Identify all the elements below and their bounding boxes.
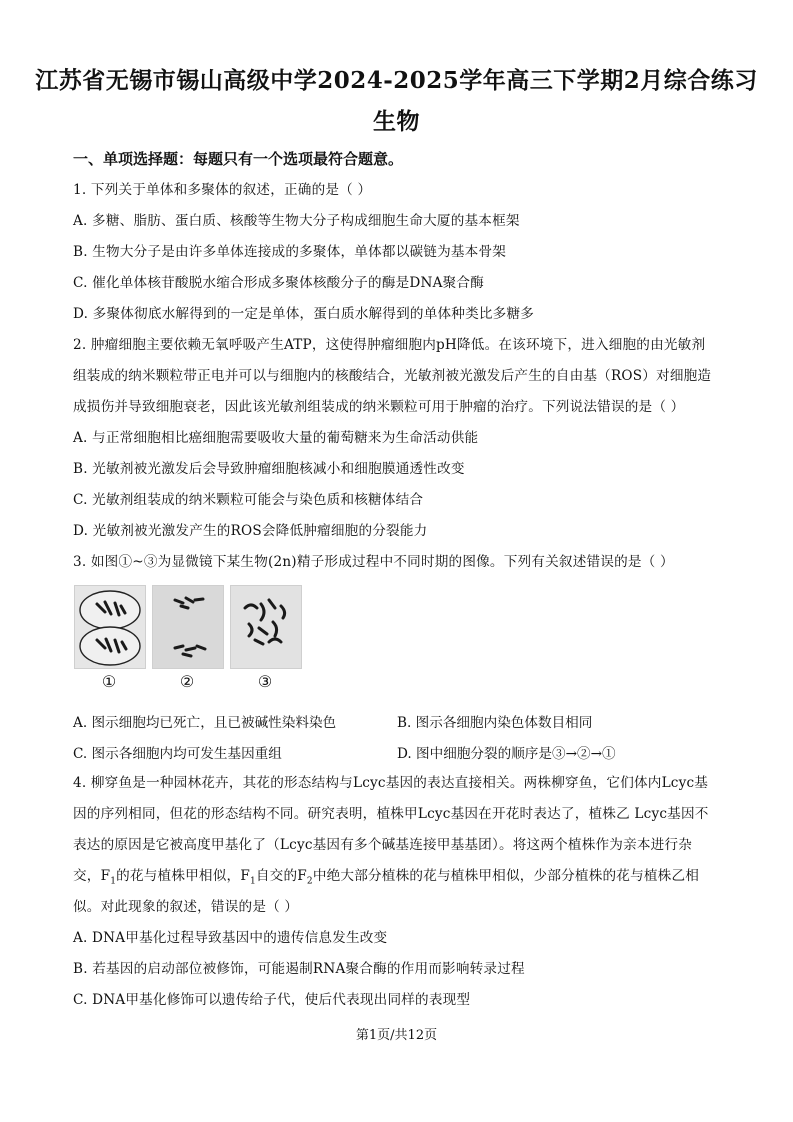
q2-option-d: D. 光敏剂被光激发产生的ROS会降低肿瘤细胞的分裂能力 xyxy=(73,523,428,539)
q4-stem-line5: 似。对此现象的叙述，错误的是（ ） xyxy=(73,899,299,915)
micrograph-1 xyxy=(74,585,146,669)
q3-stem: 3. 如图①~③为显微镜下某生物(2n)精子形成过程中不同时期的图像。下列有关叙述错误的是（ ） xyxy=(73,554,674,570)
q4-text: 交，F xyxy=(73,868,111,884)
page-title: 江苏省无锡市锡山高级中学2024-2025学年高三下学期2月综合练习 xyxy=(35,67,758,94)
subscript: 1 xyxy=(249,876,256,887)
q3-option-d: D. 图中细胞分裂的顺序是③→②→① xyxy=(397,746,616,762)
q3-option-a: A. 图示细胞均已死亡，且已被碱性染料染色 xyxy=(73,715,337,731)
q2-stem-line2: 组装成的纳米颗粒带正电并可以与细胞内的核酸结合，光敏剂被光激发后产生的自由基（ROS）对细胞造 xyxy=(73,368,712,384)
q2-stem-line1: 2. 肿瘤细胞主要依赖无氧呼吸产生ATP，这使得肿瘤细胞内pH降低。在该环境下，进入细胞的由光敏剂 xyxy=(73,337,706,353)
micrograph-2 xyxy=(152,585,224,669)
subject-title: 生物 xyxy=(373,108,420,135)
micrograph-3 xyxy=(230,585,302,669)
q4-text: 中绝大部分植株的花与植株甲相似，少部分植株的花与植株乙相 xyxy=(312,868,700,884)
q4-stem-line3: 表达的原因是它被高度甲基化了（Lcyc基因有多个碱基连接甲基基团）。将这两个植株作为亲本进行杂 xyxy=(73,837,693,853)
q1-option-a: A. 多糖、脂肪、蛋白质、核酸等生物大分子构成细胞生命大厦的基本框架 xyxy=(73,213,520,229)
figure-label-2: ② xyxy=(179,672,195,691)
q2-option-c: C. 光敏剂组装成的纳米颗粒可能会与染色质和核糖体结合 xyxy=(73,492,424,508)
q4-option-c: C. DNA甲基化修饰可以遗传给子代，使后代表现出同样的表现型 xyxy=(73,992,471,1008)
q2-option-a: A. 与正常细胞相比癌细胞需要吸收大量的葡萄糖来为生命活动供能 xyxy=(73,430,479,446)
page-footer: 第1页/共12页 xyxy=(355,1028,438,1043)
q1-option-c: C. 催化单体核苷酸脱水缩合形成多聚体核酸分子的酶是DNA聚合酶 xyxy=(73,275,485,291)
figure-label-1: ① xyxy=(101,672,117,691)
q4-stem-line2: 因的序列相同，但花的形态结构不同。研究表明，植株甲Lcyc基因在开花时表达了，植株乙 Lcyc基因不 xyxy=(73,806,709,822)
q3-option-b: B. 图示各细胞内染色体数目相同 xyxy=(397,715,593,731)
q1-option-b: B. 生物大分子是由许多单体连接成的多聚体，单体都以碳链为基本骨架 xyxy=(73,244,507,260)
q3-option-c: C. 图示各细胞内均可发生基因重组 xyxy=(73,746,282,762)
q1-stem: 1. 下列关于单体和多聚体的叙述，正确的是（ ） xyxy=(73,182,372,198)
q4-stem-line1: 4. 柳穿鱼是一种园林花卉，其花的形态结构与Lcyc基因的表达直接相关。两株柳穿鱼，它们体内Lcyc基 xyxy=(73,775,709,791)
q2-stem-line3: 成损伤并导致细胞衰老，因此该光敏剂组装成的纳米颗粒可用于肿瘤的治疗。下列说法错误的是（ ） xyxy=(73,399,685,415)
q2-option-b: B. 光敏剂被光激发后会导致肿瘤细胞核减小和细胞膜通透性改变 xyxy=(73,461,465,477)
q4-option-b: B. 若基因的启动部位被修饰，可能遏制RNA聚合酶的作用而影响转录过程 xyxy=(73,961,525,977)
subscript: 1 xyxy=(110,876,117,887)
figure-label-3: ③ xyxy=(257,672,273,691)
q4-text: 自交的F xyxy=(255,868,307,884)
q4-option-a: A. DNA甲基化过程导致基因中的遗传信息发生改变 xyxy=(73,930,388,946)
section-heading: 一、单项选择题：每题只有一个选项最符合题意。 xyxy=(73,150,404,168)
subscript: 2 xyxy=(306,876,313,887)
q1-option-d: D. 多聚体彻底水解得到的一定是单体，蛋白质水解得到的单体种类比多糖多 xyxy=(73,306,535,322)
q4-text: 的花与植株甲相似，F xyxy=(116,868,250,884)
q4-stem-line4 xyxy=(73,866,723,892)
